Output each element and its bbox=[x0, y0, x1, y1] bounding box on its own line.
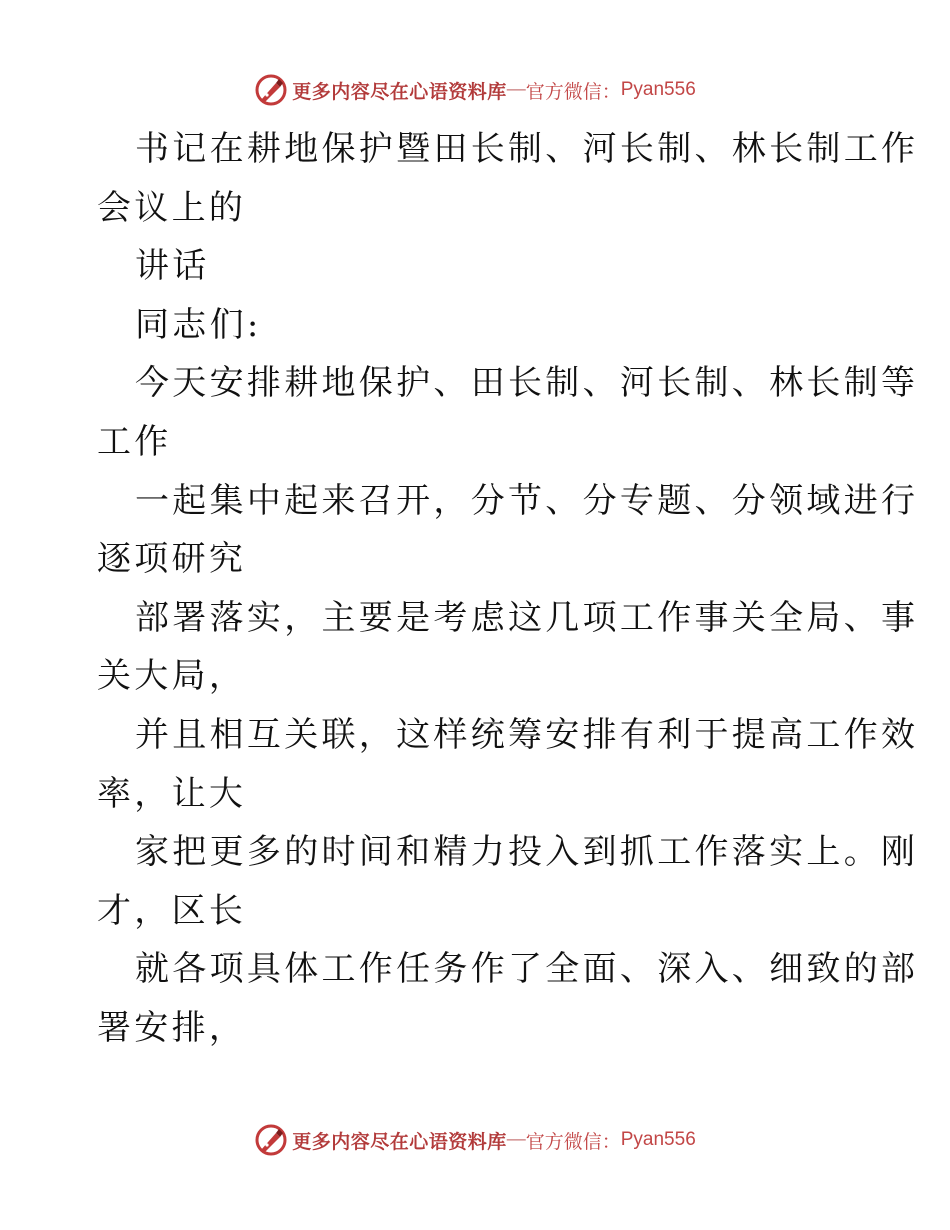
text-line: 部署落实，主要是考虑这几项工作事关全局、事 bbox=[135, 597, 919, 638]
text-line: 率，让大 bbox=[97, 773, 247, 814]
text-line: 会议上的 bbox=[97, 187, 247, 228]
text-line: 一起集中起来召开，分节、分专题、分领域进行 bbox=[135, 480, 919, 521]
document-body bbox=[97, 120, 919, 1058]
watermark-wechat-id: Pyan556 bbox=[620, 79, 696, 100]
footer-watermark bbox=[0, 1120, 950, 1160]
watermark-wechat-label: 官方微信： bbox=[525, 1130, 621, 1153]
watermark-dash: — bbox=[506, 1129, 526, 1150]
text-line: 就各项具体工作任务作了全面、深入、细致的部 bbox=[135, 949, 919, 990]
text-line: 工作 bbox=[97, 421, 172, 462]
text-line: 家把更多的时间和精力投入到抓工作落实上。刚 bbox=[135, 832, 919, 873]
text-line: 逐项研究 bbox=[97, 539, 247, 580]
watermark-title: 更多内容尽在心语资料库 bbox=[292, 1130, 507, 1153]
text-line: 讲话 bbox=[135, 246, 210, 287]
text-line: 书记在耕地保护暨田长制、河长制、林长制工作 bbox=[135, 129, 919, 169]
header-watermark bbox=[0, 70, 950, 110]
text-line: 关大局， bbox=[97, 656, 247, 697]
text-line: 并且相互关联，这样统筹安排有利于提高工作效 bbox=[135, 714, 919, 755]
text-line: 才，区长 bbox=[97, 890, 247, 931]
watermark-dash: — bbox=[506, 79, 526, 100]
pen-logo-icon bbox=[254, 1123, 288, 1157]
text-line: 今天安排耕地保护、田长制、河长制、林长制等 bbox=[135, 363, 919, 404]
pen-logo-icon bbox=[254, 73, 288, 107]
text-line: 同志们: bbox=[135, 304, 262, 345]
watermark-wechat-label: 官方微信： bbox=[525, 80, 621, 103]
text-line: 署安排， bbox=[97, 1007, 247, 1048]
watermark-title: 更多内容尽在心语资料库 bbox=[292, 80, 507, 103]
watermark-wechat-id: Pyan556 bbox=[620, 1129, 696, 1150]
